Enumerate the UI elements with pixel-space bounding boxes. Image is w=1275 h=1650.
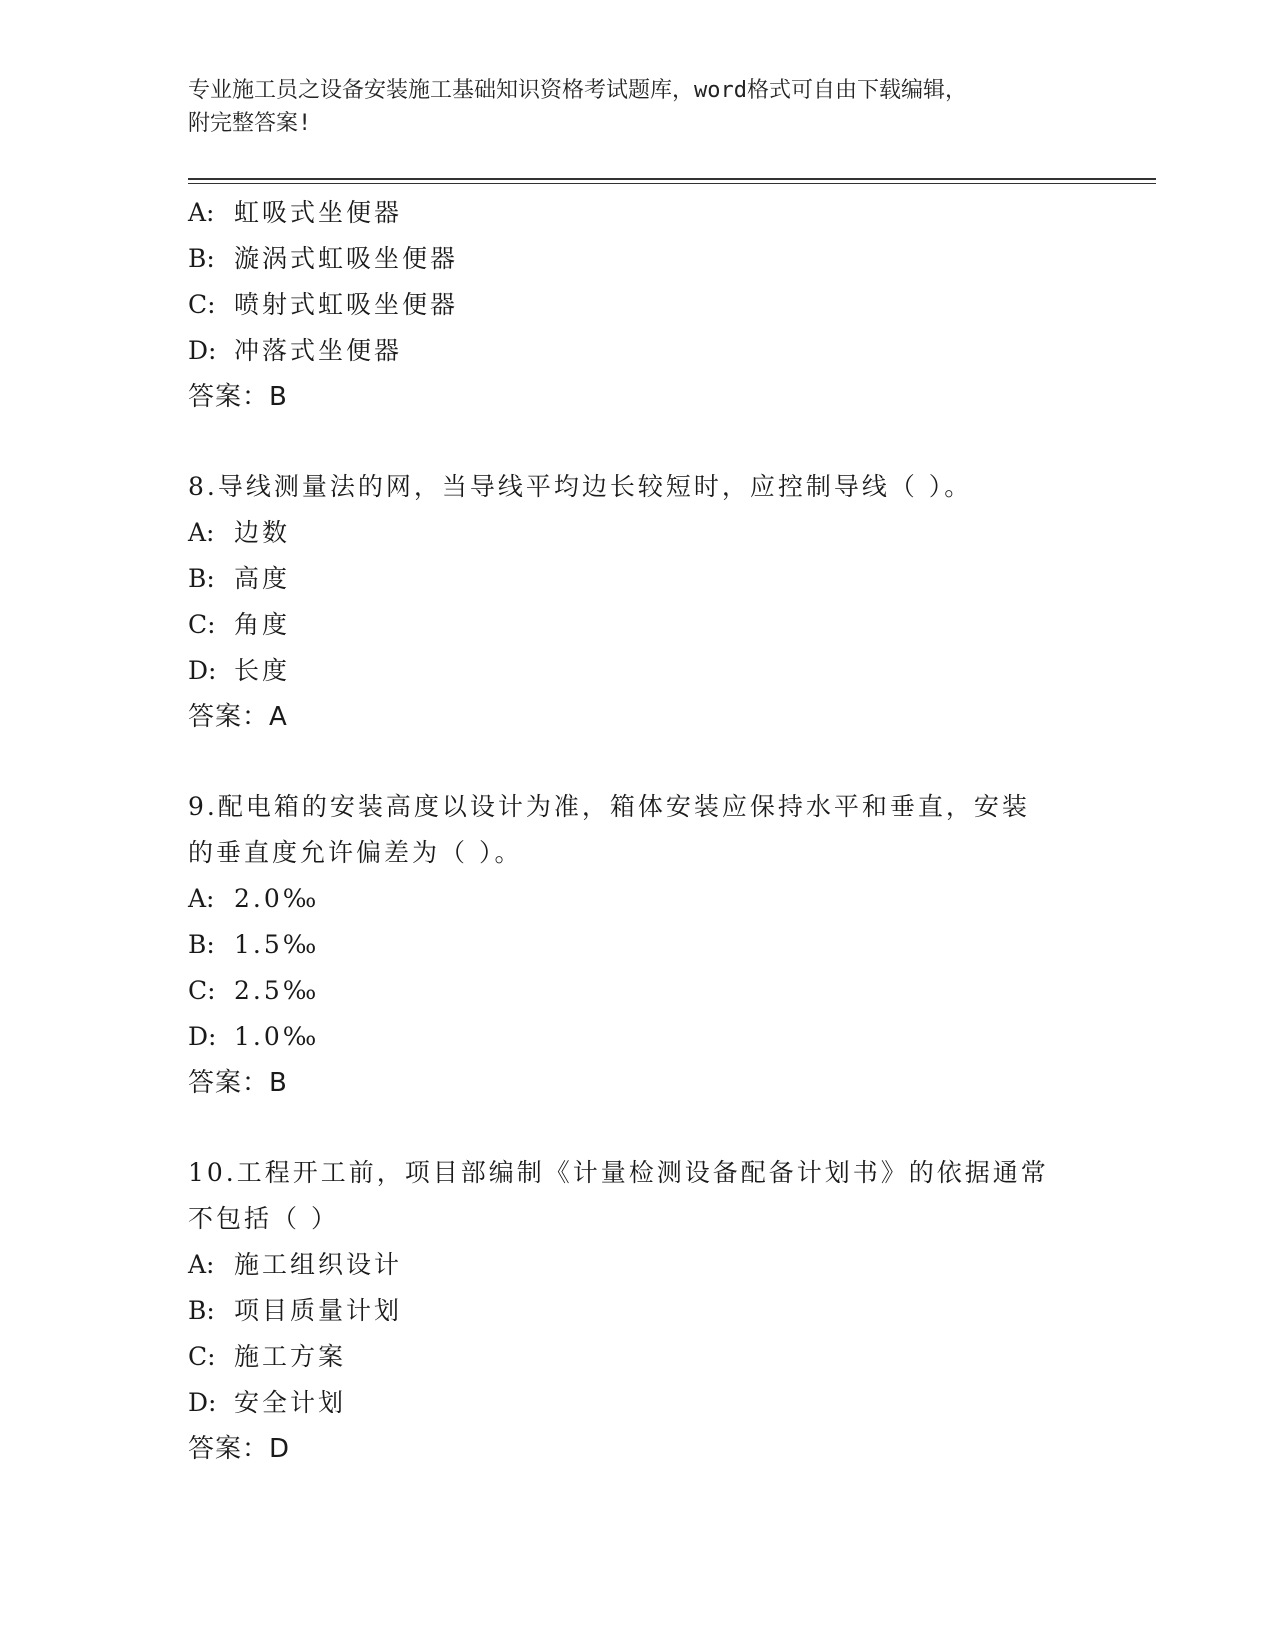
option-a: A: 施工组织设计 [188,1250,403,1279]
option-b: B: 高度 [188,564,291,593]
option-d: D: 1.0‰ [188,1022,320,1051]
answer-line: 答案：B [188,1068,288,1098]
option-b: B: 漩涡式虹吸坐便器 [188,244,459,273]
option-a: A: 虹吸式坐便器 [188,198,403,227]
question-list [188,190,1088,1516]
option-d: D: 冲落式坐便器 [188,336,403,365]
question-text: 10.工程开工前，项目部编制《计量检测设备配备计划书》的依据通常 [188,1158,1049,1187]
option-a: A: 边数 [188,518,291,547]
header-divider [188,178,1156,184]
answer-line: 答案：B [188,382,288,412]
option-c: C: 喷射式虹吸坐便器 [188,290,459,319]
document-header [188,74,1068,140]
question-text: 9.配电箱的安装高度以设计为准，箱体安装应保持水平和垂直，安装 [188,792,1030,821]
option-a: A: 2.0‰ [188,884,320,913]
question-block-8 [188,464,1088,740]
option-c: C: 2.5‰ [188,976,320,1005]
header-line-2: 附完整答案! [188,111,312,136]
answer-line: 答案：A [188,702,288,732]
question-text-continued: 不包括（ ） [188,1204,339,1233]
question-text-continued: 的垂直度允许偏差为（ ）。 [188,838,523,867]
question-block-10 [188,1150,1088,1472]
header-line-1: 专业施工员之设备安装施工基础知识资格考试题库，word格式可自由下载编辑， [188,78,967,103]
question-text: 8.导线测量法的网，当导线平均边长较短时，应控制导线（ ）。 [188,472,973,501]
option-b: B: 1.5‰ [188,930,320,959]
option-c: C: 角度 [188,610,291,639]
answer-line: 答案：D [188,1434,291,1464]
question-block-9 [188,784,1088,1106]
question-block-partial [188,190,1088,420]
option-d: D: 安全计划 [188,1388,347,1417]
option-b: B: 项目质量计划 [188,1296,403,1325]
option-c: C: 施工方案 [188,1342,347,1371]
option-d: D: 长度 [188,656,291,685]
